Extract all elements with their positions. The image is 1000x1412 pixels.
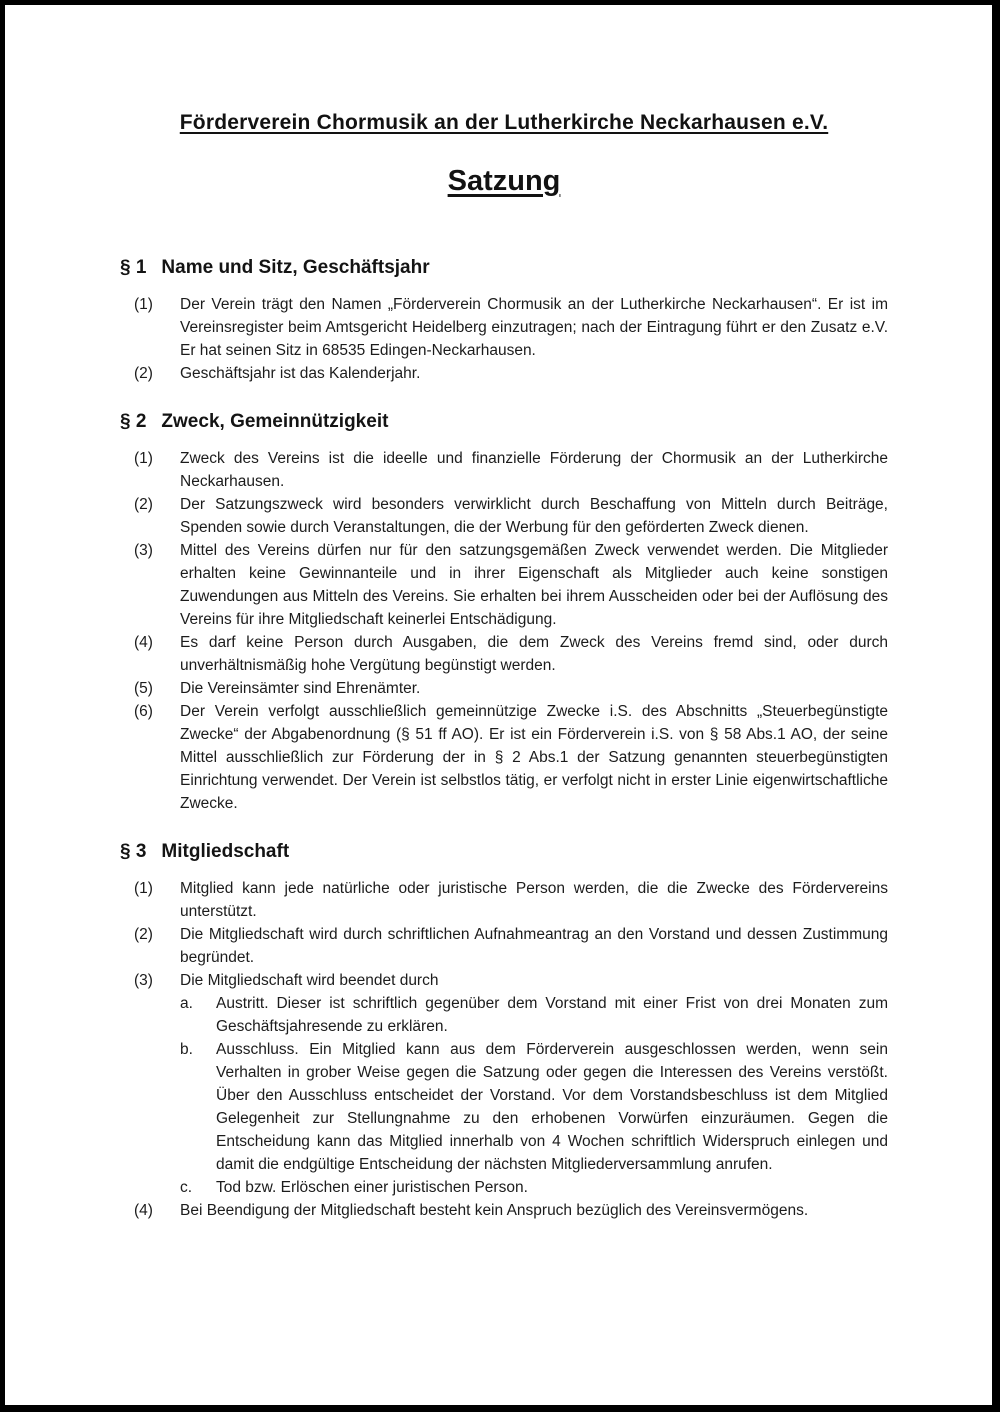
list-item [134,700,888,815]
item-body [180,362,888,385]
sub-items [180,992,888,1199]
section-title: Zweck, Gemeinnützigkeit [161,411,389,432]
section-title: Name und Sitz, Geschäftsjahr [161,257,430,278]
item-text: Mitglied kann jede natürliche oder juristische Person werden, die die Zwecke des Fördervereins unterstützt. [180,880,888,920]
item-text: Die Vereinsämter sind Ehrenämter. [180,680,421,697]
item-body [180,969,888,1199]
list-item [134,1199,888,1222]
item-body [180,700,888,815]
list-item [134,677,888,700]
section-number: § 3 [120,841,147,862]
document-body [120,256,888,1222]
statute-section [120,840,888,1222]
subitem-marker: c. [180,1179,193,1196]
list-item [134,631,888,677]
section-heading [120,840,888,864]
item-text: Zweck des Vereins ist die ideelle und finanzielle Förderung der Chormusik an der Lutherkirche Neckarhausen. [180,450,888,490]
item-body [180,447,888,493]
item-marker: (4) [134,1202,153,1219]
item-marker: (4) [134,634,153,651]
list-item [134,362,888,385]
item-marker: (2) [134,496,153,513]
section-items [120,293,888,385]
section-heading [120,256,888,280]
item-text: Die Mitgliedschaft wird durch schriftlichen Aufnahmeantrag an den Vorstand und dessen Zustimmung begründet. [180,926,888,966]
sub-list-item [180,1176,888,1199]
item-text: Geschäftsjahr ist das Kalenderjahr. [180,365,421,382]
item-text: Die Mitgliedschaft wird beendet durch [180,972,439,989]
item-text: Der Verein verfolgt ausschließlich gemeinnützige Zwecke i.S. des Abschnitts „Steuerbegünstigte Zwecke“ der Abgabenordnung (§ 51 ff AO). Er ist ein Förderverein i.S. von § 58 Abs.1 AO, der seine Mittel ausschließlich zur Förderung der in § 2 Abs.1 der Satzung genannten steuerbegünstigten Einrichtung verwendet. Der Verein ist selbstlos tätig, er verfolgt nicht in erster Linie eigenwirtschaftliche Zwecke. [180,703,888,812]
section-title: Mitgliedschaft [161,841,290,862]
section-items [120,447,888,815]
item-body [180,877,888,923]
section-heading [120,410,888,434]
item-text: Es darf keine Person durch Ausgaben, die dem Zweck des Vereins fremd sind, oder durch unverhältnismäßig hohe Vergütung begünstigt werden. [180,634,888,674]
item-marker: (3) [134,972,153,989]
item-text: Der Satzungszweck wird besonders verwirklicht durch Beschaffung von Mitteln durch Beiträge, Spenden sowie durch Veranstaltungen, die der Werbung für den geförderten Zweck dienen. [180,496,888,536]
item-marker: (2) [134,365,153,382]
sub-list-item [180,1038,888,1176]
list-item [134,493,888,539]
item-body [180,293,888,362]
list-item [134,539,888,631]
section-items [120,877,888,1222]
item-marker: (5) [134,680,153,697]
item-marker: (1) [134,450,153,467]
item-marker: (1) [134,296,153,313]
item-body [180,1199,888,1222]
item-text: Bei Beendigung der Mitgliedschaft besteht kein Anspruch bezüglich des Vereinsvermögens. [180,1202,809,1219]
document-page [5,5,992,1405]
item-marker: (2) [134,926,153,943]
item-text: Der Verein trägt den Namen „Förderverein Chormusik an der Lutherkirche Neckarhausen“. Er ist im Vereinsregister beim Amtsgericht Heidelberg einzutragen; nach der Eintragung führt er den Zusatz e.V. Er hat seinen Sitz in 68535 Edingen-Neckarhausen. [180,296,888,359]
section-number: § 1 [120,257,147,278]
subitem-marker: b. [180,1041,193,1058]
item-body [180,677,888,700]
subitem-text: Austritt. Dieser ist schriftlich gegenüber dem Vorstand mit einer Frist von drei Monaten zum Geschäftsjahresende zu erklären. [216,995,888,1035]
item-marker: (1) [134,880,153,897]
statute-section [120,410,888,815]
sub-list-item [180,992,888,1038]
subitem-marker: a. [180,995,193,1012]
list-item [134,877,888,923]
list-item [134,923,888,969]
item-marker: (3) [134,542,153,559]
document-header [120,109,888,199]
item-body [180,923,888,969]
list-item [134,293,888,362]
subitem-text: Ausschluss. Ein Mitglied kann aus dem Förderverein ausgeschlossen werden, wenn sein Verhalten in grober Weise gegen die Satzung oder gegen die Interessen des Vereins verstößt. Über den Ausschluss entscheidet der Vorstand. Vor dem Vorstandsbeschluss ist dem Mitglied Gelegenheit zur Stellungnahme zu den erhobenen Vorwürfen einzuräumen. Gegen die Entscheidung kann das Mitglied innerhalb von 4 Wochen schriftlich Widerspruch einlegen und damit die endgültige Entscheidung der nächsten Mitgliederversammlung anrufen. [216,1041,888,1173]
item-text: Mittel des Vereins dürfen nur für den satzungsgemäßen Zweck verwendet werden. Die Mitglieder erhalten keine Gewinnanteile und in ihrer Eigenschaft als Mitglieder auch keine sonstigen Zuwendungen aus Mitteln des Vereins. Sie erhalten bei ihrem Ausscheiden oder bei der Auflösung des Vereins für ihre Mitgliedschaft keinerlei Entschädigung. [180,542,888,628]
list-item [134,969,888,1199]
statute-section [120,256,888,385]
section-number: § 2 [120,411,147,432]
subitem-text: Tod bzw. Erlöschen einer juristischen Person. [216,1179,528,1196]
item-body [180,493,888,539]
document-title: Förderverein Chormusik an der Lutherkirche Neckarhausen e.V. [179,111,829,134]
list-item [134,447,888,493]
item-body [180,631,888,677]
item-body [180,539,888,631]
document-subtitle: Satzung [447,165,561,197]
item-marker: (6) [134,703,153,720]
